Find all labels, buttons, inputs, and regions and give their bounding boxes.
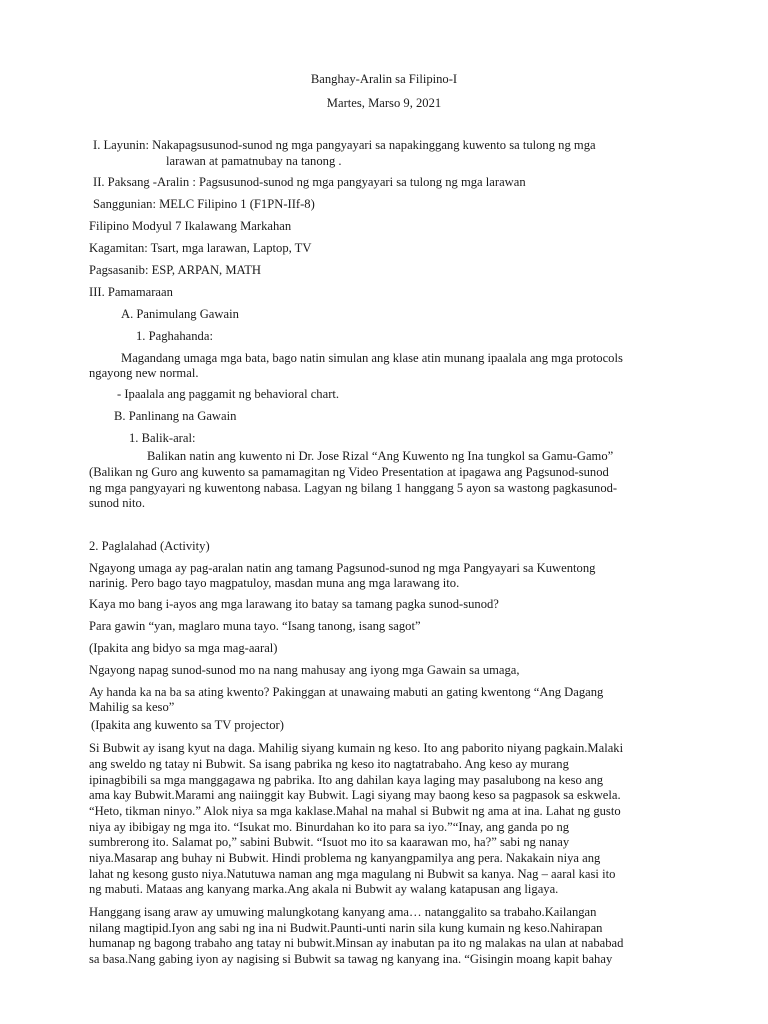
- story-p2-line: nilang magtipid.Iyon ang sabi ng ina ni Budwit.Paunti-unti narin sila kung kumain ng keso.Nahirapan: [89, 921, 603, 935]
- balik-aral-heading: 1. Balik-aral:: [129, 431, 196, 445]
- story-p1-line: ang sweldo ng tatay ni Bubwit. Sa isang pabrika ng keso ito nagtatrabaho. Ang keso ay murang: [89, 757, 569, 771]
- pagsasanib: Pagsasanib: ESP, ARPAN, MATH: [89, 263, 262, 277]
- story-p2-line: sa basa.Nang gabing iyon ay nagising si Bubwit sa tawag ng kanyang ina. “Gisingin moang kapit bahay: [89, 952, 613, 966]
- balik-aral-line-1: Balikan natin ang kuwento ni Dr. Jose Rizal “Ang Kuwento ng Ina tungkol sa Gamu-Gamo”: [147, 449, 614, 463]
- handa-ka-line-1: Ay handa ka na ba sa ating kwento? Pakinggan at unawaing mabuti an gating kwentong “Ang Dagang: [89, 685, 604, 699]
- layunin-line-1: I. Layunin: Nakapagsusunod-sunod ng mga pangyayari sa napakinggang kuwento sa tulong ng mga: [93, 138, 596, 152]
- story-p1-line: “Heto, tikman ninyo.” Alok niya sa mga kaklase.Mahal na mahal si Bubwit ng ama at ina. Lahat ng gusto: [89, 804, 621, 818]
- story-p1-line: ng mabuti. Mataas ang kanyang marka.Ang akala ni Bubwit ay walang katapusan ang ligaya.: [89, 882, 559, 896]
- ipakita-tv: (Ipakita ang kuwento sa TV projector): [91, 718, 284, 732]
- story-p1-line: ipinagbibili sa mga manggagawa ng pabrika. Ito ang dahilan kaya laging may pasalubong na keso ang: [89, 773, 604, 787]
- kaya-mo-question: Kaya mo bang i-ayos ang mga larawang ito batay sa tamang pagka sunod-sunod?: [89, 597, 499, 611]
- behavioral-chart-note: - Ipaalala ang paggamit ng behavioral chart.: [117, 387, 340, 401]
- para-gawin: Para gawin “yan, maglaro muna tayo. “Isang tanong, isang sagot”: [89, 619, 421, 633]
- pamamaraan-heading: III. Pamamaraan: [89, 285, 173, 299]
- ngayong-napag: Ngayong napag sunod-sunod mo na nang mahusay ang iyong mga Gawain sa umaga,: [89, 663, 520, 677]
- handa-ka-line-2: Mahilig sa keso”: [89, 700, 175, 714]
- paglalahad-intro-line-2: narinig. Pero bago tayo magpatuloy, masdan muna ang mga larawang ito.: [89, 576, 460, 590]
- paglalahad-heading: 2. Paglalahad (Activity): [89, 539, 210, 553]
- layunin-line-2: larawan at pamatnubay na tanong .: [166, 154, 342, 168]
- panlinang-gawain-heading: B. Panlinang na Gawain: [114, 409, 237, 423]
- story-p2-line: humanap ng bagong trabaho ang tatay ni bubwit.Minsan ay inabutan pa ito ng malakas na ulan at nababad: [89, 936, 624, 950]
- story-p1-line: Si Bubwit ay isang kyut na daga. Mahilig siyang kumain ng keso. Ito ang paborito niyang pagkain.Malaki: [89, 741, 624, 755]
- balik-aral-line-2: (Balikan ng Guro ang kuwento sa pamamagitan ng Video Presentation at ipagawa ang Pagsunod-sunod: [89, 465, 609, 479]
- ipakita-bidyo: (Ipakita ang bidyo sa mga mag-aaral): [89, 641, 278, 655]
- story-p1-line: ama kay Bubwit.Marami ang naiinggit kay Bubwit. Lagi siyang may baong keso sa pagpasok sa eskwela.: [89, 788, 621, 802]
- story-p1-line: sumbrerong ito. Salamat po,” sabini Bubwit. “Isuot mo ito sa kaarawan mo, ha?” sabi ng nanay: [89, 835, 570, 849]
- balik-aral-line-3: ng mga pangyayari ng kuwentong nabasa. Lagyan ng bilang 1 hanggang 5 ayon sa wastong pagkasunod-: [89, 481, 618, 495]
- document-date: Martes, Marso 9, 2021: [326, 96, 442, 110]
- kagamitan: Kagamitan: Tsart, mga larawan, Laptop, TV: [89, 241, 312, 255]
- story-p1-line: niya.Masarap ang buhay ni Bubwit. Hindi problema ng kanyangpamilya ang pera. Nakakain niya ang: [89, 851, 601, 865]
- document-title: Banghay-Aralin sa Filipino-I: [310, 72, 458, 86]
- modyul: Filipino Modyul 7 Ikalawang Markahan: [89, 219, 292, 233]
- paksang-aralin: II. Paksang -Aralin : Pagsusunod-sunod ng mga pangyayari sa tulong ng mga larawan: [93, 175, 526, 189]
- balik-aral-line-4: sunod nito.: [89, 496, 145, 510]
- sanggunian: Sanggunian: MELC Filipino 1 (F1PN-IIf-8): [93, 197, 315, 211]
- paghahanda-text-line-1: Magandang umaga mga bata, bago natin simulan ang klase atin munang ipaalala ang mga protocols: [121, 351, 623, 365]
- story-p1-line: lahat ng kesong gusto niya.Natutuwa naman ang mga magulang ni Bubwit sa kanya. Nag – aaral kasi ito: [89, 867, 616, 881]
- story-p2-line: Hanggang isang araw ay umuwing malungkotang kanyang ama… natanggalito sa trabaho.Kailangan: [89, 905, 597, 919]
- paghahanda-heading: 1. Paghahanda:: [136, 329, 213, 343]
- paglalahad-intro-line-1: Ngayong umaga ay pag-aralan natin ang tamang Pagsunod-sunod ng mga Pangyayari sa Kuwentong: [89, 561, 596, 575]
- panimulang-gawain-heading: A. Panimulang Gawain: [121, 307, 239, 321]
- paghahanda-text-line-2: ngayong new normal.: [89, 366, 199, 380]
- story-p1-line: niya ay ibibigay ng mga ito. “Isukat mo. Binurdahan ko ito para sa iyo.”“Inay, ang ganda po ng: [89, 820, 570, 834]
